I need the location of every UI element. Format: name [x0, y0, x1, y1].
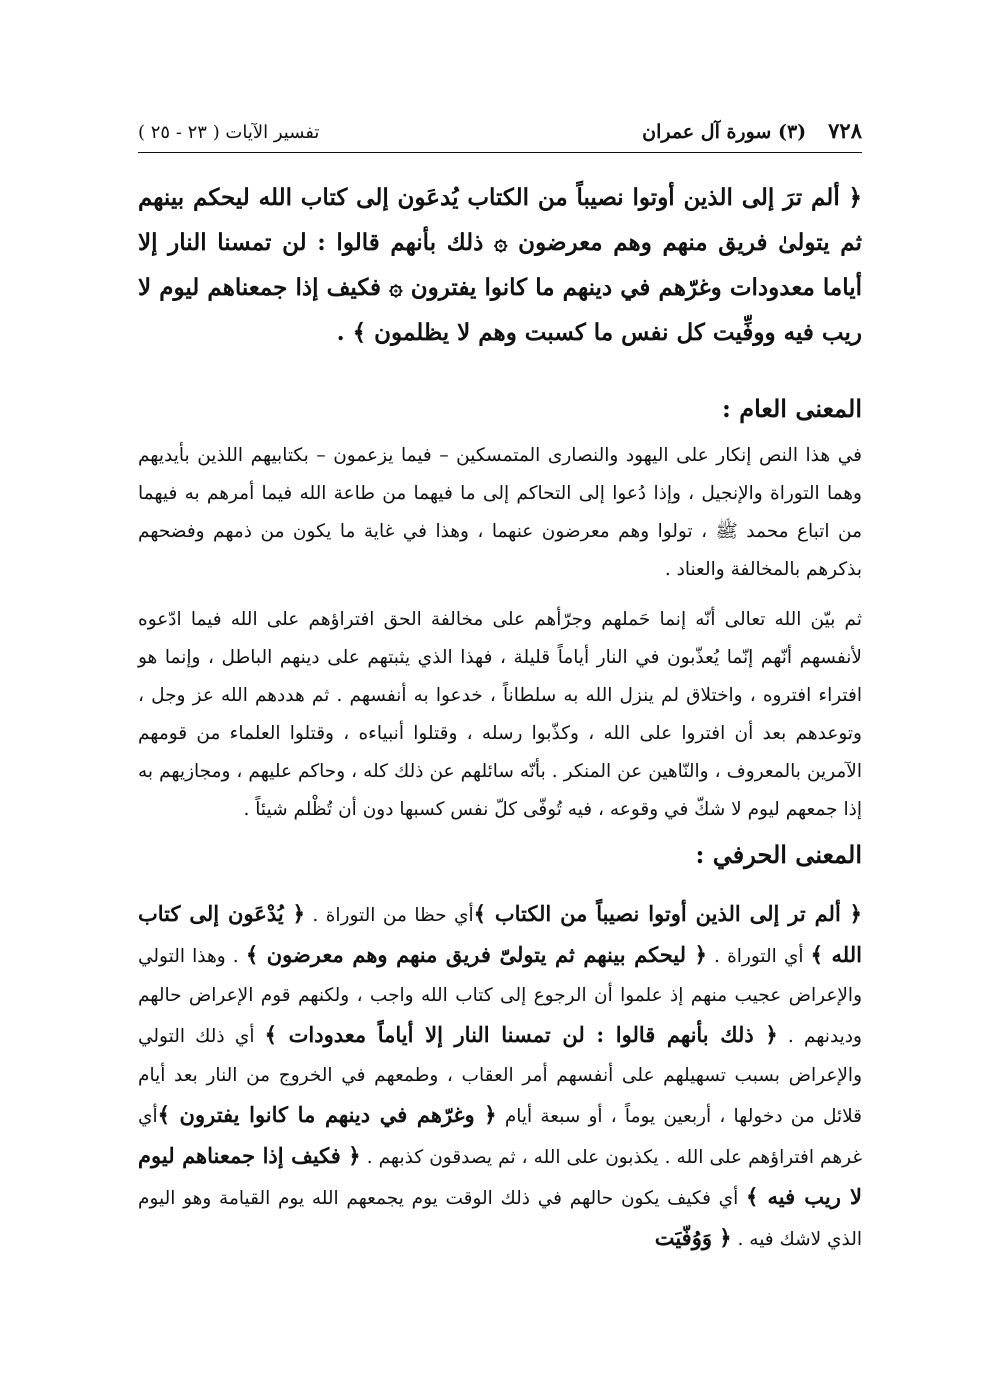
quran-verse: ﴿ ألم ترَ إلى الذين أوتوا نصيباً من الكتاب يُدعَون إلى كتاب الله ليحكم بينهم ثم يتولىٰ فريق منهم وهم معرضون ۞ ذلك بأنهم قالوا : لن تمسنا النار إلا أياما معدودات وغرّهم في دينهم ما كانوا يفترون ۞ فكيف إذا جمعناهم ليوم لا ريب فيه ووفِّيت كل نفس ما كسبت وهم لا يظلمون ﴾ . — [138, 184, 862, 346]
page-header — [138, 118, 862, 149]
literal-segment: أي فكيف يكون حالهم في ذلك الوقت يوم يجمعهم الله يوم القيامة وهو اليوم الذي لاشك فيه . — [138, 1187, 862, 1250]
surah-title: (٣) سورة آل عمران — [642, 121, 807, 143]
section-title-header: تفسير الآيات ( ٢٣ - ٢٥ ) — [138, 122, 320, 143]
header-right-group — [642, 118, 862, 143]
literal-segment: ﴿ فكيف إذا جمعناهم ليوم لا ريب فيه ﴾ — [138, 1142, 862, 1209]
literal-segment: أي حظا من التوراة . — [312, 904, 474, 926]
literal-segment: . وهذا التولي والإعراض عجيب منهم إذ علموا أن الرجوع إلى كتاب الله واجب ، ولكنهم قوم الإعراض حالهم وديدنهم . — [138, 945, 862, 1047]
literal-segment: ﴿ وغرّهم في دينهم ما كانوا يفترون ﴾ — [157, 1101, 497, 1127]
page-number: ٧٢٨ — [828, 118, 862, 143]
header-divider — [138, 152, 862, 153]
literal-segment: أي التوراة . — [714, 945, 811, 967]
literal-segment: ﴿ ألم تر إلى الذين أوتوا نصيباً من الكتاب ﴾ — [473, 900, 862, 926]
general-meaning-paragraph-2: ثم بيّن الله تعالى أنّه إنما حَملهم وجرّأهم على مخالفة الحق افتراؤهم على الله فيما ادّعوه لأنفسهم أنّهم إنّما يُعذّبون في النار أياماً قليلة ، فهذا الذي يثبتهم على دينهم الباطل ، وإنما هو افتراء افتروه ، واختلاق لم ينزل الله به سلطاناً ، خدعوا به أنفسهم . ثم هددهم الله عز وجل ، وتوعدهم بعد أن افتروا على الله ، وكذّبوا رسله ، وقتلوا أنبياءه ، وقتلوا العلماء من قومهم الآمرين بالمعروف ، والنّاهين عن المنكر . بأنّه سائلهم عن ذلك كله ، وحاكم عليهم ، ومجازيهم به إذا جمعهم ليوم لا شكّ في وقوعه ، فيه تُوفّى كلّ نفس كسبها دون أن تُظْلم شيئاً . — [138, 609, 862, 820]
literal-meaning-title: المعنى الحرفي : — [695, 840, 862, 869]
literal-segment: أي غرهم افتراؤهم على الله . يكذبون على الله ، ثم يصدقون كذبهم . — [138, 1105, 862, 1168]
literal-meaning-paragraph — [138, 894, 862, 1259]
general-meaning-paragraph-1: في هذا النص إنكار على اليهود والنصارى المتمسكين – فيما يزعمون – بكتابيهم اللذين بأيديهم وهما التوراة والإنجيل ، وإذا دُعوا إلى التحاكم إلى ما فيهما من طاعة الله فيما أمرهم به فيهما من اتباع محمد ﷺ ، تولوا وهم معرضون عنهما ، وهذا في غاية ما يكون من ذمهم وفضحهم بذكرهم بالمخالفة والعناد . — [138, 445, 862, 580]
literal-segment: ﴿ ذلك بأنهم قالوا : لن تمسنا النار إلا أياماً معدودات ﴾ — [264, 1021, 778, 1047]
literal-segment: ﴿ ليحكم بينهم ثم يتولىّ فريق منهم وهم معرضون ﴾ — [245, 941, 707, 967]
literal-segment: ﴿ وَوُفّيَت — [654, 1224, 732, 1250]
literal-segment: ﴿ يُدْعَون إلى كتاب الله ﴾ — [138, 900, 862, 967]
literal-segment: أي ذلك التولي والإعراض بسبب تسهيلهم على أنفسهم أمر العقاب ، وطمعهم في الخروج من النار بعد أيام قلائل من دخولها ، أربعين يوماً ، أو سبعة أيام — [138, 1025, 862, 1127]
page-content — [138, 175, 862, 1277]
general-meaning-title: المعنى العام : — [722, 394, 862, 423]
